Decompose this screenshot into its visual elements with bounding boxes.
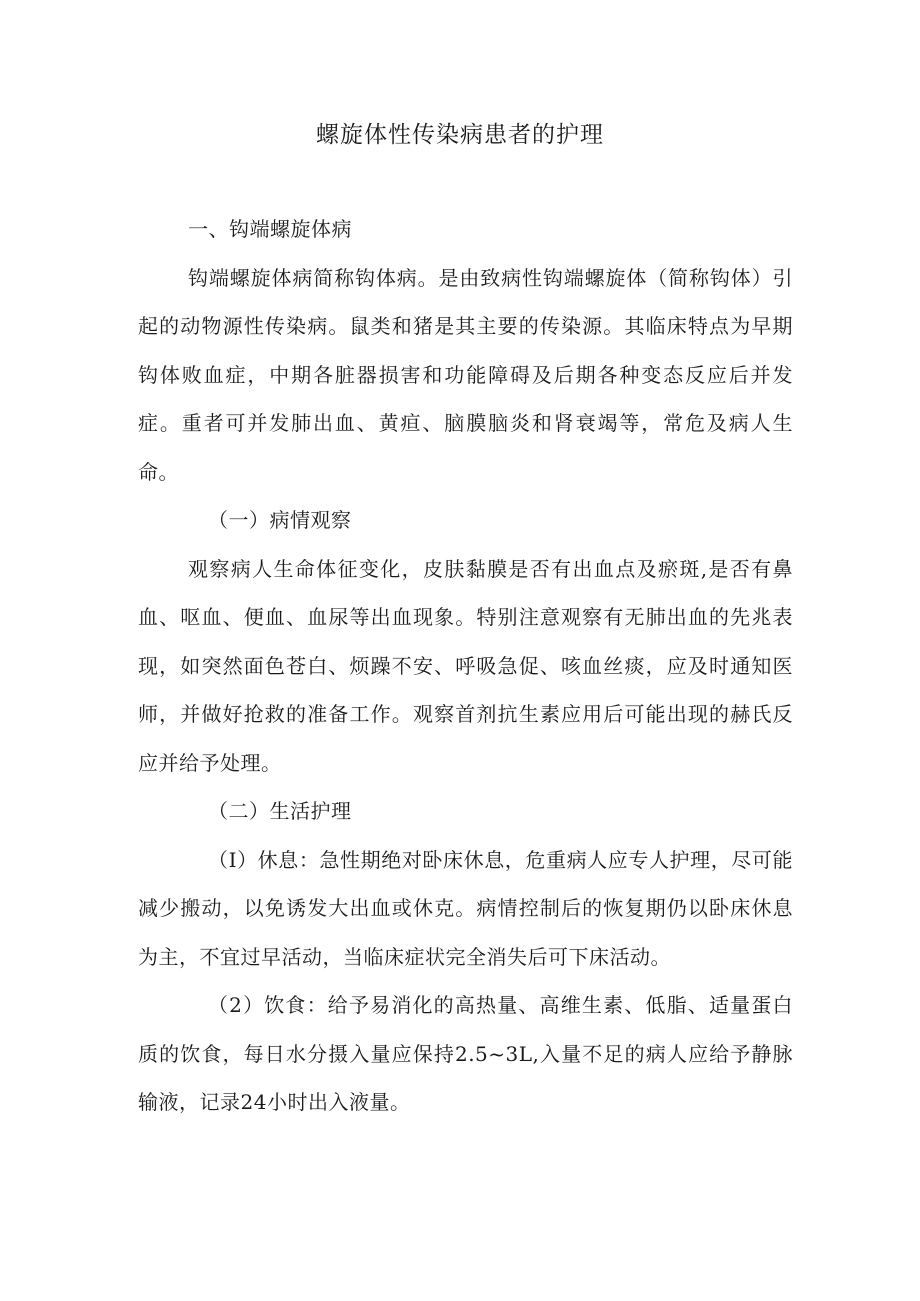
subsection-heading-observation: （一）病情观察 bbox=[208, 508, 352, 532]
section-heading-leptospirosis: 一、钩端螺旋体病 bbox=[188, 217, 352, 241]
paragraph-overview: 钩端螺旋体病简称钩体病。是由致病性钩端螺旋体（简称钩体）引起的动物源性传染病。鼠类和猪是其主要的传染源。其临床特点为早期钩体败血症，中期各脏器损害和功能障碍及后期各种变态反应后并发症。重者可并发肺出血、黄疸、脑膜脑炎和肾衰竭等，常危及病人生命。 bbox=[138, 265, 793, 484]
paragraph-rest: （I）休息：急性期绝对卧床休息，危重病人应专人护理，尽可能减少搬动，以免诱发大出血或休克。病情控制后的恢复期仍以卧床休息为主，不宜过早活动，当临床症状完全消失后可下床活动。 bbox=[138, 847, 793, 969]
document-title: 螺旋体性传染病患者的护理 bbox=[316, 122, 604, 148]
subsection-heading-daily-care: （二）生活护理 bbox=[208, 799, 352, 823]
document-body bbox=[138, 205, 793, 1127]
paragraph-diet: （2）饮食：给予易消化的高热量、高维生素、低脂、适量蛋白质的饮食，每日水分摄入量应保持2.5~3L,入量不足的病人应给予静脉输液，记录24小时出入液量。 bbox=[138, 993, 793, 1114]
paragraph-observation: 观察病人生命体征变化，皮肤黏膜是否有出血点及瘀斑,是否有鼻血、呕血、便血、血尿等出血现象。特别注意观察有无肺出血的先兆表现，如突然面色苍白、烦躁不安、呼吸急促、咳血丝痰，应及时通知医师，并做好抢救的准备工作。观察首剂抗生素应用后可能出现的赫氏反应并给予处理。 bbox=[138, 556, 793, 775]
